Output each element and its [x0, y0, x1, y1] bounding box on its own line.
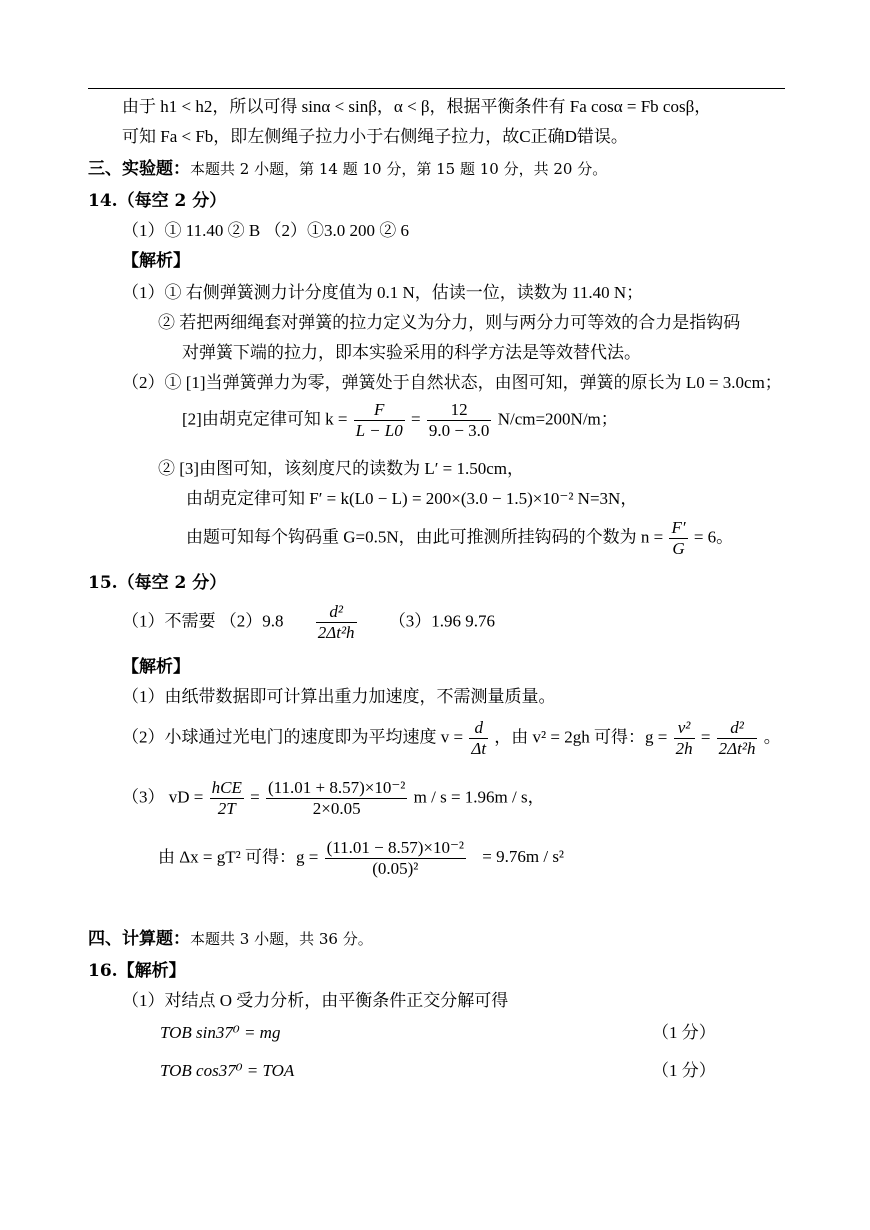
text-line: 对弹簧下端的拉力，即本实验采用的科学方法是等效替代法。: [182, 343, 641, 362]
formula-text: 由题可知每个钩码重 G=0.5N，由此可推测所挂钩码的个数为 n =: [186, 527, 664, 547]
answer-line: [122, 602, 495, 643]
denominator: 2×0.05: [312, 799, 361, 818]
fraction: [316, 602, 357, 643]
formula-text: N/cm=200N/m；: [497, 409, 618, 429]
formula-text: m / s = 1.96m / s，: [413, 787, 545, 807]
denominator: (0.05)²: [372, 859, 419, 878]
formula-text: = 6。: [693, 527, 734, 547]
text-line: （1）由纸带数据即可计算出重力加速度，不需测量质量。: [122, 687, 556, 706]
formula-text: 由 Δx = gT² 可得：g =: [158, 847, 319, 867]
formula-line: （3） vD = $\frac{\text{hCE}}{2T}$ = $\frac{\text{(11.01 + 8.57)×10⁻²}}{2\times 0.05}$ m / s = 1.96m / s，: [122, 778, 545, 818]
answer-text: （3）1.96 9.76: [388, 611, 496, 631]
fraction: [717, 718, 758, 759]
answer-line: （1）① 11.40 ② B （2）①3.0 200 ② 6: [122, 221, 409, 240]
denominator: 9.0 − 3.0: [428, 421, 490, 440]
formula-text: （3） vD =: [122, 787, 204, 807]
fraction: [669, 518, 687, 559]
equation: TOB sin37⁰ = mg: [160, 1023, 281, 1042]
formula-text: 。: [763, 727, 781, 747]
numerator: 12: [427, 400, 492, 421]
numerator: d: [469, 718, 488, 739]
analysis-label: 【解析】: [122, 251, 190, 271]
numerator: (11.01 − 8.57)×10⁻²: [326, 838, 465, 857]
question-title: 15.（每空 2 分）: [88, 573, 227, 593]
section-title: 四、计算题：: [88, 929, 190, 949]
formula-text: [2]由胡克定律可知 k =: [182, 409, 348, 429]
text-line: （1）① 右侧弹簧测力计分度值为 0.1 N，估读一位，读数为 11.40 N；: [122, 283, 644, 302]
numerator: hCE: [211, 778, 242, 797]
formula-line: [186, 518, 733, 559]
denominator: 2h: [675, 739, 693, 758]
denominator: 2Δt²h: [718, 739, 756, 758]
formula-text: （2）小球通过光电门的速度即为平均速度 v =: [122, 727, 464, 747]
numerator: F: [354, 400, 405, 421]
formula-line: （2）小球通过光电门的速度即为平均速度 v = $\frac{d}{\Delta t}$ ，由 v² = 2gh 可得：g = $\frac{\text{v²}}{2h}$ = $\frac{\text{d²}}{\text{2Δt²h}}$ 。: [122, 718, 781, 758]
text-line: （1）对结点 O 受力分析，由平衡条件正交分解可得: [122, 991, 509, 1010]
denominator: G: [672, 539, 685, 558]
section-title: 三、实验题：: [88, 159, 190, 179]
denominator: L − L0: [355, 421, 403, 440]
formula-text: = 9.76m / s²: [482, 847, 565, 867]
fraction: [427, 400, 492, 441]
denominator: Δt: [471, 739, 487, 758]
text-line: 可知 Fa < Fb，即左侧绳子拉力小于右侧绳子拉力，故C正确D错误。: [122, 127, 628, 146]
text-line: 由于 h1 < h2，所以可得 sinα < sinβ，α < β，根据平衡条件有 Fa cosα = Fb cosβ，: [122, 97, 712, 116]
numerator: v²: [674, 718, 695, 739]
formula-text: ，由 v² = 2gh 可得：g =: [494, 727, 668, 747]
section-heading: [88, 158, 607, 180]
denominator: 2T: [217, 799, 236, 818]
fraction: [354, 400, 405, 441]
text-line: 由胡克定律可知 F′ = k(L0 − L) = 200×(3.0 − 1.5)×10⁻² N=3N，: [186, 489, 638, 508]
formula-line: [2]由胡克定律可知 k = $\frac{F}{L - L0}$ = $\frac{12}{9.0 - 3.0}$ N/cm=200N/m；: [182, 400, 618, 440]
numerator: d²: [717, 718, 758, 739]
section-heading: [88, 928, 373, 950]
score-note: （1 分）: [652, 1023, 716, 1042]
numerator: d²: [316, 602, 357, 623]
analysis-label: 【解析】: [122, 657, 190, 677]
text-line: ② 若把两细绳套对弹簧的拉力定义为分力，则与两分力可等效的合力是指钩码: [158, 313, 741, 332]
fraction: [469, 718, 488, 759]
score-note: （1 分）: [652, 1061, 716, 1080]
numerator: (11.01 + 8.57)×10⁻²: [267, 778, 406, 797]
question-title: 14.（每空 2 分）: [88, 191, 227, 211]
fraction: [325, 838, 466, 879]
fraction: [210, 778, 244, 819]
answer-text: （1）不需要 （2）9.8: [122, 611, 284, 631]
question-title: 16.【解析】: [88, 961, 186, 981]
top-divider: [88, 88, 785, 89]
fraction: [674, 718, 695, 759]
fraction: [266, 778, 407, 819]
formula-line: [158, 838, 564, 879]
equation: TOB cos37⁰ = TOA: [160, 1061, 295, 1080]
text-line: （2）① [1]当弹簧弹力为零，弹簧处于自然状态，由图可知，弹簧的原长为 L0 = 3.0cm；: [122, 373, 782, 392]
text-line: ② [3]由图可知，该刻度尺的读数为 L′ = 1.50cm，: [158, 459, 525, 478]
section-desc: 本题共 3 小题，共 36 分。: [190, 930, 373, 948]
numerator: F′: [671, 518, 686, 537]
denominator: 2Δt²h: [317, 623, 355, 642]
section-desc: 本题共 2 小题，第 14 题 10 分，第 15 题 10 分，共 20 分。: [190, 160, 608, 178]
